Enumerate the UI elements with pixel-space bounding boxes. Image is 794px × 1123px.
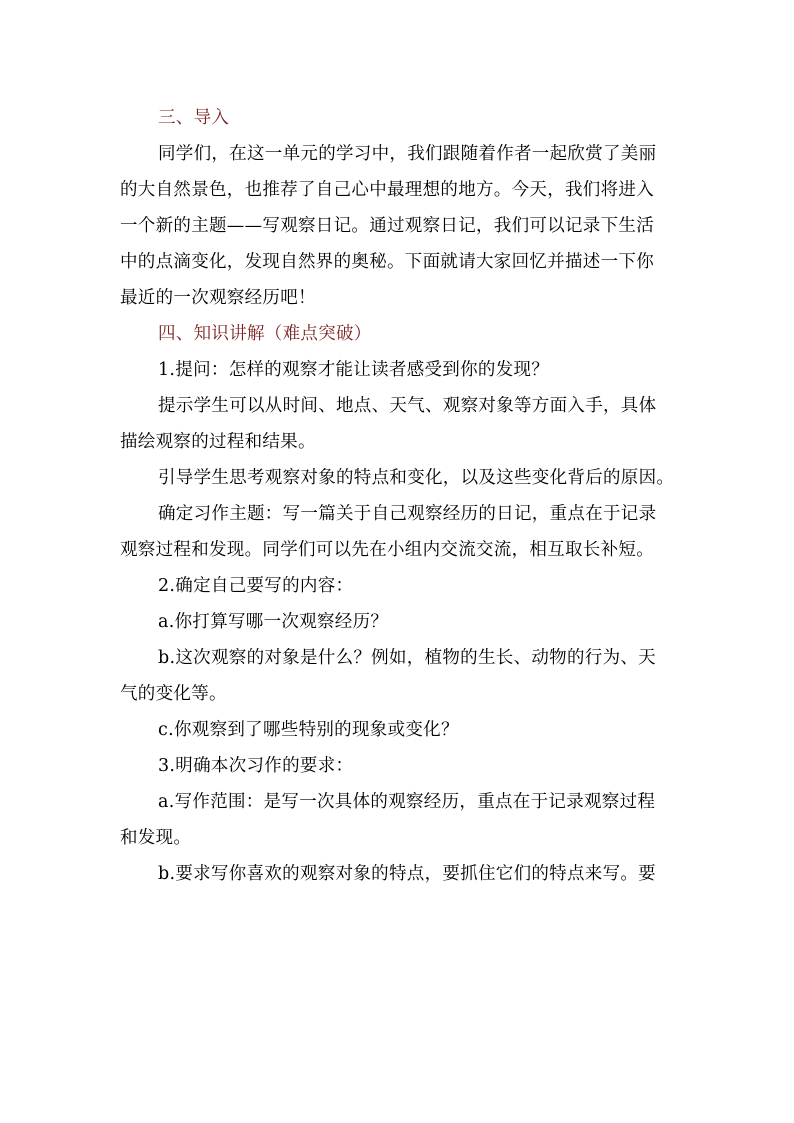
intro-paragraph-line-1: 同学们，在这一单元的学习中，我们跟随着作者一起欣赏了美丽 [158,144,657,164]
question-2b-line-2: 气的变化等。 [120,684,227,704]
topic-line-1: 确定习作主题：写一篇关于自己观察经历的日记，重点在于记录 [158,504,657,524]
hint-line-2: 描绘观察的过程和结果。 [120,432,316,452]
hint-line-1: 提示学生可以从时间、地点、天气、观察对象等方面入手，具体 [158,396,657,416]
intro-paragraph-line-3: 一个新的主题——写观察日记。通过观察日记，我们可以记录下生活 [120,216,654,236]
intro-paragraph-line-2: 的大自然景色，也推荐了自己心中最理想的地方。今天，我们将进入 [120,180,654,200]
question-2b-line-1: b.这次观察的对象是什么？例如，植物的生长、动物的行为、天 [158,648,656,668]
question-2c: c.你观察到了哪些特别的现象或变化？ [158,720,459,740]
guide-line: 引导学生思考观察对象的特点和变化，以及这些变化背后的原因。 [158,468,675,488]
question-3a-line-1: a.写作范围：是写一次具体的观察经历，重点在于记录观察过程 [158,792,656,812]
question-2: 2.确定自己要写的内容： [158,576,354,596]
intro-paragraph-line-4: 中的点滴变化，发现自然界的奥秘。下面就请大家回忆并描述一下你 [120,252,654,272]
question-1: 1.提问：怎样的观察才能让读者感受到你的发现？ [158,360,550,380]
question-3a-line-2: 和发现。 [120,828,192,848]
topic-line-2: 观察过程和发现。同学们可以先在小组内交流交流，相互取长补短。 [120,540,654,560]
section-4-heading: 四、知识讲解（难点突破） [158,324,372,344]
section-3-heading: 三、导入 [158,108,230,128]
question-3b: b.要求写你喜欢的观察对象的特点，要抓住它们的特点来写。要 [158,864,656,884]
intro-paragraph-line-5: 最近的一次观察经历吧！ [120,288,316,308]
question-2a: a.你打算写哪一次观察经历？ [158,612,389,632]
question-3: 3.明确本次习作的要求： [158,756,354,776]
document-page [120,100,680,892]
